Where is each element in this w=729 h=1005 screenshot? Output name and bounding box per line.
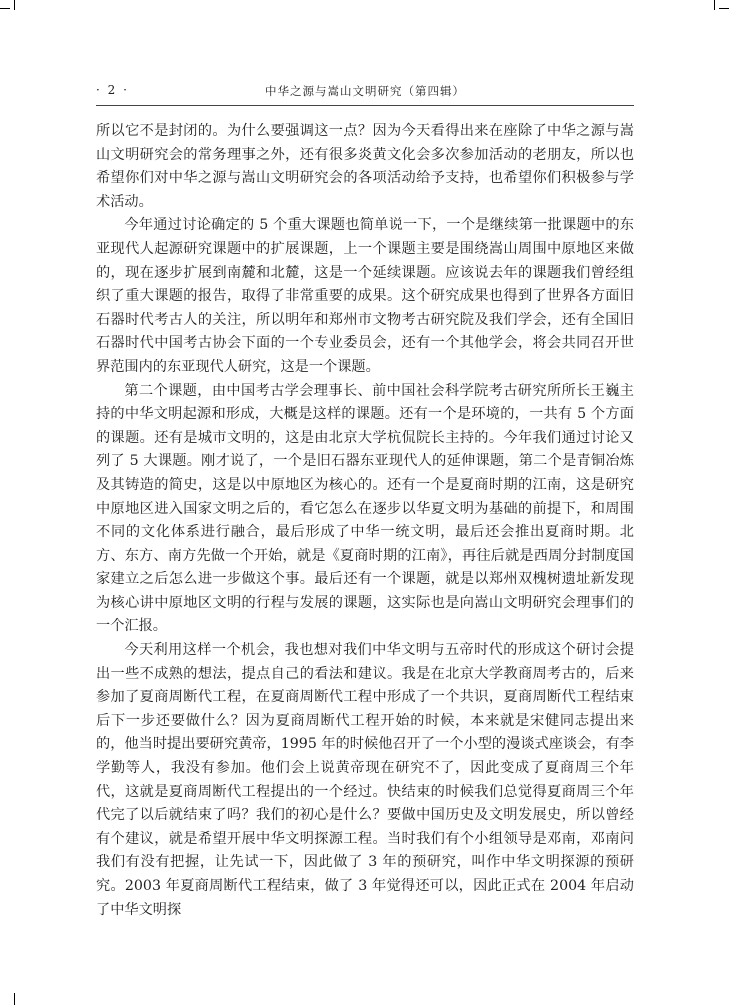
- paragraph-1-continued: 所以它不是封闭的。为什么要强调这一点？因为今天看得出来在座除了中华之源与嵩山文明研究会的常务理事之外，还有很多炎黄文化会多次参加活动的老朋友，所以也希望你们对中华之源与嵩山文明研究会的各项活动给予支持，也希望你们积极参与学术活动。: [96, 123, 634, 210]
- crop-mark-top-left-horizontal: [0, 8, 10, 9]
- paragraph-3: 第二个课题，由中国考古学会理事长、前中国社会科学院考古研究所所长王巍主持的中华文明起源和形成，大概是这样的课题。还有一个是环境的，一共有 5 个方面的课题。还有是城市文明的，这是由北京大学杭侃院长主持的。今年我们通过讨论又列了 5 大课题。刚才说了，一个是旧石器东亚现代人的延伸课题，第二个是青铜冶炼及其铸造的简史，这是以中原地区为核心的。还有一个是夏商时期的江南，这是研究中原地区进入国家文明之后的，看它怎么在逐步以华夏文明为基础的前提下，和周围不同的文化体系进行融合，最后形成了中华一统文明，最后还会推出夏商时期。北方、东方、南方先做一个开始，就是《夏商时期的江南》，再往后就是西周分封制度国家建立之后怎么进一步做这个事。最后还有一个课题，就是以郑州双槐树遗址新发现为核心讲中原地区文明的行程与发展的课题，这实际也是向嵩山文明研究会理事们的一个汇报。: [96, 382, 634, 635]
- paragraph-4: 今天利用这样一个机会，我也想对我们中华文明与五帝时代的形成这个研讨会提出一些不成熟的想法，提点自己的看法和建议。我是在北京大学教商周考古的，后来参加了夏商周断代工程，在夏商周断代工程中形成了一个共识，夏商周断代工程结束后下一步还要做什么？因为夏商周断代工程开始的时候，本来就是宋健同志提出来的，他当时提出要研究黄帝，1995 年的时候他召开了一个小型的漫谈式座谈会，有李学勤等人，我没有参加。他们会上说黄帝现在研究不了，因此变成了夏商周三个年代，这就是夏商周断代工程提出的一个经过。快结束的时候我们总觉得夏商周三个年代完了以后就结束了吗？我们的初心是什么？要做中国历史及文明发展史，所以曾经有个建议，就是希望开展中华文明探源工程。当时我们有个小组领导是邓南，邓南问我们有没有把握，让先试一下，因此做了 3 年的预研究，叫作中华文明探源的预研究。2003 年夏商周断代工程结束，做了 3 年觉得还可以，因此正式在 2004 年启动了中华文明探: [96, 642, 634, 918]
- paragraph-2: 今年通过讨论确定的 5 个重大课题也简单说一下，一个是继续第一批课题中的东亚现代人起源研究课题中的扩展课题，上一个课题主要是围绕嵩山周围中原地区来做的，现在逐步扩展到南麓和北麓，这是一个延续课题。应该说去年的课题我们曾经组织了重大课题的报告，取得了非常重要的成果。这个研究成果也得到了世界各方面旧石器时代考古人的关注，所以明年和郑州市文物考古研究院及我们学会，还有全国旧石器时代中国考古协会下面的一个专业委员会，还有一个其他学会，将会共同召开世界范围内的东亚现代人研究，这是一个课题。: [96, 217, 634, 375]
- page-body: [96, 120, 634, 922]
- running-title: 中华之源与嵩山文明研究（第四辑）: [265, 84, 465, 98]
- crop-mark-top-left-vertical: [14, 0, 15, 10]
- crop-mark-bottom-left-vertical: [14, 993, 15, 1005]
- page-header: [96, 83, 634, 106]
- crop-mark-top-right-vertical: [714, 0, 715, 10]
- page-number: · 2 ·: [96, 83, 129, 97]
- crop-mark-top-right-horizontal: [719, 8, 729, 9]
